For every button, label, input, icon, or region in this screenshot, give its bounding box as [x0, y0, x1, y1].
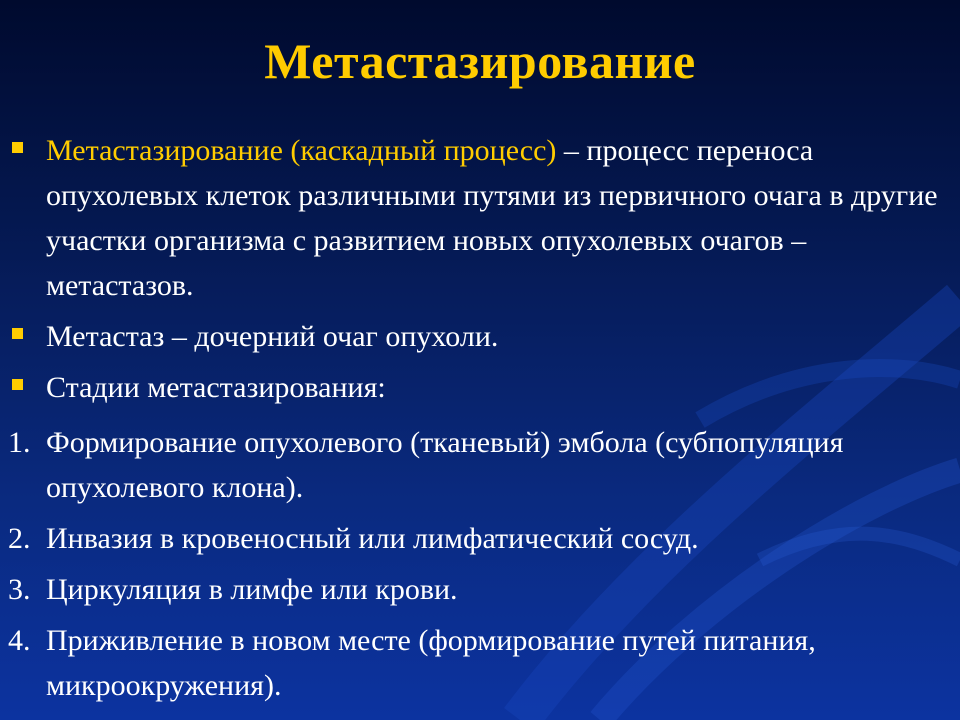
- stage-number: 3.: [8, 573, 31, 606]
- stage-number: 2.: [8, 522, 31, 555]
- stage-item-1: [0, 420, 960, 510]
- bullet-item-stages: [0, 365, 960, 410]
- stage-item-4: [0, 618, 960, 708]
- definition-text: – процесс переноса опухолевых клеток различными путями из первичного очага в другие участки организма с развитием новых опухолевых очагов – метастазов.: [46, 134, 938, 302]
- square-bullet-icon: [12, 142, 23, 153]
- slide-title: Метастазирование: [264, 33, 696, 89]
- bullet-item-definition: [0, 128, 960, 308]
- bullet-text: Метастаз – дочерний очаг опухоли.: [46, 320, 499, 353]
- stage-item-3: [0, 567, 960, 612]
- bullet-text: Стадии метастазирования:: [46, 371, 386, 404]
- square-bullet-icon: [12, 379, 23, 390]
- stage-text: Инвазия в кровеносный или лимфатический сосуд.: [46, 522, 699, 555]
- square-bullet-icon: [12, 328, 23, 339]
- slide-content: [0, 128, 960, 708]
- stage-text: Формирование опухолевого (тканевый) эмбола (субпопуляция опухолевого клона).: [46, 426, 844, 504]
- bullet-item-metastasis: [0, 314, 960, 359]
- definition-term: Метастазирование (каскадный процесс): [46, 134, 557, 167]
- stage-item-2: [0, 516, 960, 561]
- stage-text: Приживление в новом месте (формирование путей питания, микроокружения).: [46, 624, 816, 702]
- stage-number: 1.: [8, 426, 31, 459]
- stage-number: 4.: [8, 624, 31, 657]
- stage-text: Циркуляция в лимфе или крови.: [46, 573, 458, 606]
